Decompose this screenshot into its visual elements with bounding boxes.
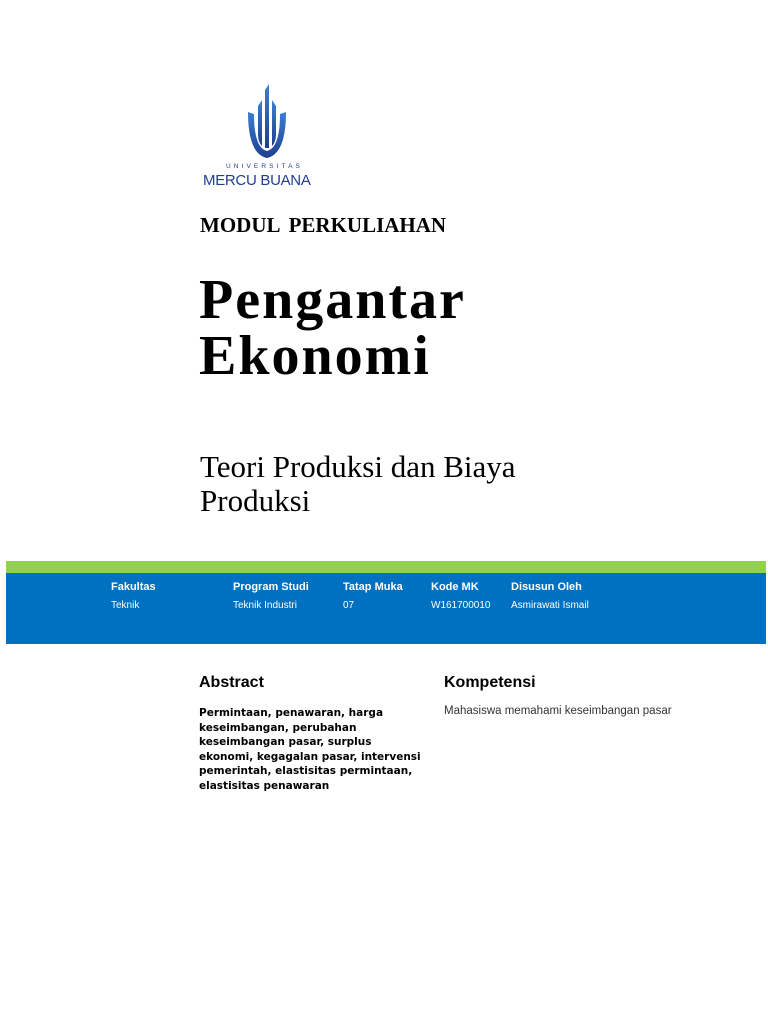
logo-top-text: UNIVERSITAS (226, 163, 303, 170)
info-program-studi (233, 581, 309, 611)
info-value: Teknik Industri (233, 600, 297, 611)
university-logo-icon (198, 84, 336, 164)
kompetensi-text: Mahasiswa memahami keseimbangan pasar (444, 705, 672, 717)
abstract-text: Permintaan, penawaran, harga keseimbangan, perubahan keseimbangan pasar, surplus ekonomi, kegagalan pasar, intervensi pemerintah, elastisitas permintaan, elastisitas penawaran (199, 707, 421, 792)
info-tatap-muka (343, 581, 403, 611)
info-value: W161700010 (431, 600, 491, 611)
abstract-heading: Abstract (199, 674, 264, 691)
university-logo (198, 84, 336, 194)
logo-name: MERCU BUANA (203, 172, 311, 189)
page-subtitle: Teori Produksi dan Biaya Produksi (200, 449, 516, 518)
info-value: Asmirawati Ismail (511, 600, 589, 611)
info-heading: Fakultas (111, 581, 156, 593)
green-accent-bar (6, 561, 766, 573)
info-kode-mk (431, 581, 491, 611)
title-line-1: Pengantar (199, 269, 466, 331)
info-heading: Program Studi (233, 581, 309, 593)
info-disusun-oleh (511, 581, 589, 611)
info-fakultas (111, 581, 156, 611)
title-line-2: Ekonomi (199, 325, 431, 387)
info-heading: Tatap Muka (343, 581, 403, 593)
info-heading: Disusun Oleh (511, 581, 582, 593)
info-heading: Kode MK (431, 581, 479, 593)
kompetensi-heading: Kompetensi (444, 674, 536, 691)
info-value: 07 (343, 600, 355, 611)
page-title (199, 269, 466, 387)
info-value: Teknik (111, 600, 140, 611)
module-label: MODUL PERKULIAHAN (200, 213, 447, 237)
